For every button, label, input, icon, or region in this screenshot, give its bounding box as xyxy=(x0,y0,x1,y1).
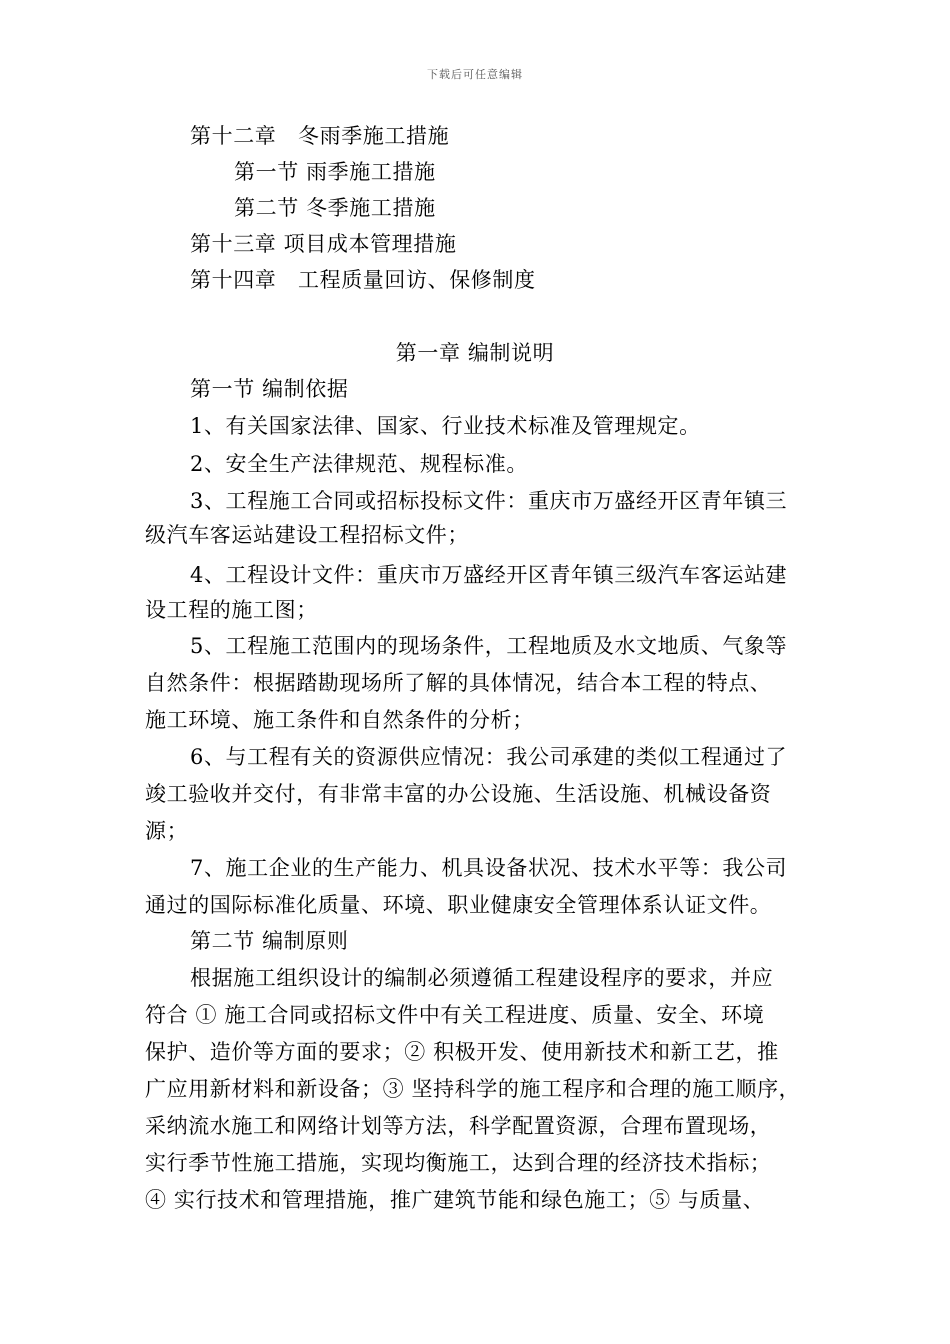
body-line: 7、施工企业的生产能力、机具设备状况、技术水平等：我公司 xyxy=(190,856,788,880)
body-line: 采纳流水施工和网络计划等方法，科学配置资源，合理布置现场， xyxy=(145,1114,772,1138)
chapter-title: 第一章 编制说明 xyxy=(395,341,555,365)
body-line: 1、有关国家法律、国家、行业技术标准及管理规定。 xyxy=(190,414,701,438)
body-line: 设工程的施工图； xyxy=(145,598,318,622)
body-line: 3、工程施工合同或招标投标文件：重庆市万盛经开区青年镇三 xyxy=(190,489,788,513)
body-line: 2、安全生产法律规范、规程标准。 xyxy=(190,452,528,476)
body-line: 根据施工组织设计的编制必须遵循工程建设程序的要求，并应 xyxy=(190,966,774,990)
toc-section-12-1: 第一节 雨季施工措施 xyxy=(234,160,436,184)
body-line: 施工环境、施工条件和自然条件的分析； xyxy=(145,708,534,732)
toc-chapter-12: 第十二章 冬雨季施工措施 xyxy=(190,124,450,148)
toc-chapter-14: 第十四章 工程质量回访、保修制度 xyxy=(190,268,536,292)
body-line: 实行季节性施工措施，实现均衡施工，达到合理的经济技术指标； xyxy=(145,1151,772,1175)
section-heading: 第一节 编制依据 xyxy=(190,377,349,401)
section-heading: 第二节 编制原则 xyxy=(190,929,349,953)
body-line: 源； xyxy=(145,819,189,843)
body-line: 级汽车客运站建设工程招标文件； xyxy=(145,523,469,547)
body-line: 5、工程施工范围内的现场条件，工程地质及水文地质、气象等 xyxy=(190,634,788,658)
body-line: 6、与工程有关的资源供应情况：我公司承建的类似工程通过了 xyxy=(190,745,788,769)
body-line: 竣工验收并交付，有非常丰富的办公设施、生活设施、机械设备资 xyxy=(145,782,772,806)
body-line: 广应用新材料和新设备；③ 坚持科学的施工程序和合理的施工顺序， xyxy=(145,1077,801,1101)
body-line: 保护、造价等方面的要求；② 积极开发、使用新技术和新工艺，推 xyxy=(145,1040,779,1064)
body-line: 4、工程设计文件：重庆市万盛经开区青年镇三级汽车客运站建 xyxy=(190,563,788,587)
body-line: 通过的国际标准化质量、环境、职业健康安全管理体系认证文件。 xyxy=(145,893,772,917)
page-header: 下载后可任意编辑 xyxy=(427,68,523,81)
body-line: 符合 ① 施工合同或招标文件中有关工程进度、质量、安全、环境 xyxy=(145,1003,765,1027)
body-line: 自然条件：根据踏勘现场所了解的具体情况，结合本工程的特点、 xyxy=(145,671,772,695)
toc-section-12-2: 第二节 冬季施工措施 xyxy=(234,196,436,220)
toc-chapter-13: 第十三章 项目成本管理措施 xyxy=(190,232,457,256)
body-line: ④ 实行技术和管理措施，推广建筑节能和绿色施工；⑤ 与质量、 xyxy=(145,1188,765,1212)
